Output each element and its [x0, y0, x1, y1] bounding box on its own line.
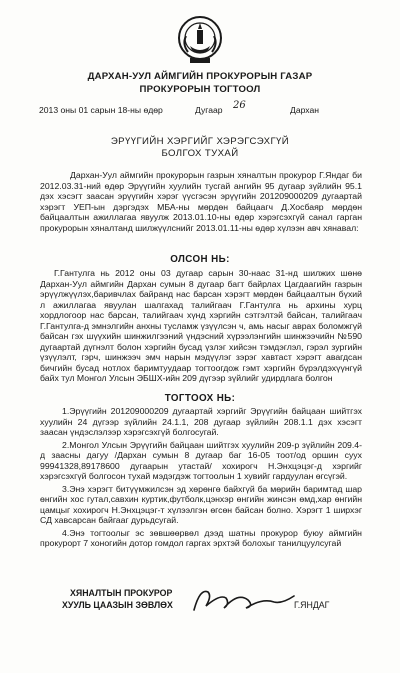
document-date: 2013 оны 01 сарын 18-ны өдөр [39, 105, 163, 115]
found-paragraph: Г.Гантулга нь 2012 оны 03 дугаар сарын 30-наас 31-нд шилжих шөнө Дархан-Уул аймгийн Дархан сумын 8 дугаар багт байрлах Цагдаагийн газрын эрүүлжүүлэх,баривчлах байранд нас барсан хэрэгт мөрдөн байцаалтын бүхий л ажиллагаа явуулан шалгахад талийгаач Г.Гантулга нь архины хурц хордлогоор нас барсан, талийгаач хүнд хэргийн сэтгэлтэй байсан, талийгаач Г.Гантулга-д эмнэлгийн анхны тусламж үзүүлсэн ч, амь насыг аврах боломжгүй байсан гэх шүүхийн шинжилгээний үндэсний хүрээлэнгийн шинжээчийн №590 дугаартай дүгнэлт болон хэргийн бусад үзлэг хийсэн тэмдэглэл, гэрэл зургийн үзүүлэлт, гэрч, шинжээч эмч нарын мэдүүлэг зэрэг хавтаст хэрэгт авагдсан бичгийн бусад нотлох баримтуудаар тогтоогдож гэмт хэргийн бүрэлдэхүүнгүй байх тул Монгол Улсын ЭБШХ-ийн 209 дүгээр зүйлийг удирдлага болгон [40, 268, 362, 383]
resolution-item: 3.Энэ хэрэгт битүүмжилсэн эд хөрөнгө байхгүй ба мөрийн баримтад шар өнгийн хос гутал,савхин куртик,футболк,цэнхэр өнгийн жинсэн өмд,хар өнгийн цамцыг хохирогч Н.Энхцэцэг-т хүлээлгэн өгсөн байсан болно. Хэрэгт 1 ширхэг СД хавсарсан байгааг дурьдсугай. [40, 483, 362, 525]
state-emblem-icon [176, 14, 224, 64]
signer-title: ХЯНАЛТЫН ПРОКУРОР [70, 588, 173, 598]
document-title-line2: БОЛГОХ ТУХАЙ [161, 148, 239, 159]
signer-rank: ХУУЛЬ ЦААЗЫН ЗӨВЛӨХ [62, 600, 173, 610]
handwritten-signature [190, 584, 300, 616]
document-type: ПРОКУРОРЫН ТОГТООЛ [139, 84, 261, 95]
document-number-label: Дугаар [195, 105, 223, 115]
document-title-line1: ЭРҮҮГИЙН ХЭРГИЙГ ХЭРЭГСЭХГҮЙ [110, 136, 290, 147]
signer-name: Г.ЯНДАГ [294, 600, 330, 610]
found-heading: ОЛСОН НЬ: [170, 254, 230, 265]
document-place: Дархан [290, 105, 320, 115]
issuer-name: ДАРХАН-УУЛ АЙМГИЙН ПРОКУРОРЫН ГАЗАР [87, 71, 313, 82]
resolution-item: 1.Эрүүгийн 201209000209 дугаартай хэргийг Эрүүгийн байцаан шийтгэх хуулийн 24 дүгээр зүйлийн 24.1.1, 208 дугаар зүйлийн 208.1.1 дэх хэсэгт заасан үндэслэлээр хэрэгсэхгүй болгосугай. [40, 406, 362, 437]
resolution-list [40, 406, 362, 551]
resolution-item: 2.Монгол Улсын Эрүүгийн байцаан шийтгэх хуулийн 209-р зүйлийн 209.4-д заасны дагуу /Дархан сумын 8 дугаар баг 16-05 тоот/од оршин суух 99941328,89178600 дугаарын утастай/ хохирогч Н.Энхцэцэг-д хэргийг хэрэгсэхгүй болгосон тухай мэдэгдэж тогтоолын 1 хувийг гардуулан өгсүгэй. [40, 439, 362, 481]
intro-paragraph: Дархан-Уул аймгийн прокурорын газрын хяналтын прокурор Г.Яндаг би 2012.03.31-ний өдөр Эрүүгийн хуулийн тусгай ангийн 95 дугаар зүйлийн 95.1 дэх хэсэгт заасан эрүүгийн хэрэг үүсгэсэн эрүүгийн 201209000209 дугаартай хэрэгт УЕП-ын дэргэдэх МБА-ны мөрдөн байцаагч Д.Хосбаяр мөрдөн байцаалтын ажиллагаа явуулж 2013.01.10-ны өдөр хэрэгсэхгүй санал гарган прокурорын хяналтанд шилжүүлснийг 2013.01.11-ны өдөр хүлээн авч хянавал: [40, 170, 362, 233]
document-number-value: 26 [233, 100, 246, 111]
resolution-heading: ТОГТООХ НЬ: [164, 393, 236, 404]
resolution-item: 4.Энэ тогтоолыг эс зөвшөөрвөл дээд шатны прокурор буюу аймгийн прокурорт 7 хоногийн дотор гомдол гаргах эрхтэй болохыг танилцуулсугай [40, 527, 362, 548]
